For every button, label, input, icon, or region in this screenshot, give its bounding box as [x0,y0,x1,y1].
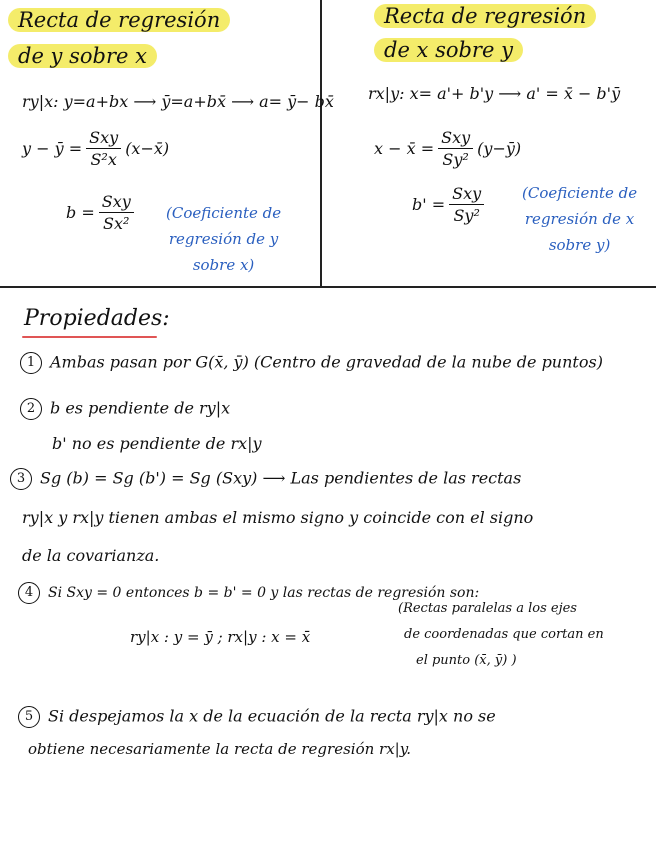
right-note-line1: (Coeficiente de [522,184,638,202]
property-3-number: 3 [10,468,32,490]
right-equation-2 [374,128,521,169]
properties-title: Propiedades: [24,306,170,331]
property-1-number: 1 [20,352,42,374]
property-1 [20,352,603,374]
right-title-line2 [374,38,523,62]
left-eq3-fraction [99,192,134,233]
right-note-line3: sobre y) [548,236,611,254]
property-2b: b' no es pendiente de rx|y [52,434,262,453]
property-3a-text: Sg (b) = Sg (b') = Sg (Sxy) ⟶ Las pendientes de las rectas [40,468,522,488]
right-eq3-fraction [449,184,484,225]
right-title-line1-text: Recta de regresión [374,4,596,28]
left-note-line2: regresión de y [168,230,279,248]
property-4b: ry|x : y = ȳ ; rx|y : x = x̄ [130,628,311,646]
property-2-number: 2 [20,398,42,420]
left-title-line2-text: de y sobre x [8,44,157,68]
right-equation-1: rx|y: x= a'+ b'y ⟶ a' = x̄ − b'ȳ [368,84,621,103]
property-2a-text: b es pendiente de ry|x [50,398,231,418]
property-4-note-line3: el punto (x̄, ȳ) ) [416,653,517,668]
right-eq3-lhs: b' = [412,195,446,214]
property-4a-text: Si Sxy = 0 entonces b = b' = 0 y las rectas de regresión son: [48,585,480,601]
left-eq2-numerator: Sxy [86,128,121,149]
left-equation-3 [66,192,138,233]
left-eq3-lhs: b = [66,203,95,222]
right-eq2-numerator: Sxy [438,128,473,149]
left-eq2-rhs: (x−x̄) [125,139,170,158]
horizontal-divider [0,286,656,288]
left-title-line1 [8,8,230,32]
property-4-note-line2: de coordenadas que cortan en [404,627,604,642]
property-2a [20,398,230,420]
left-note-line1: (Coeficiente de [166,204,282,222]
property-4-note [398,596,604,674]
left-eq2-denominator: S²x [90,150,117,169]
property-1-text: Ambas pasan por G(x̄, ȳ) (Centro de gravedad de la nube de puntos) [50,352,603,372]
property-5a [18,706,496,728]
right-note-line2: regresión de x [524,210,635,228]
property-3a [10,468,521,490]
right-eq2-lhs: x − x̄ = [374,139,435,158]
left-equation-1: ry|x: y=a+bx ⟶ ȳ=a+bx̄ ⟶ a= ȳ− bx̄ [22,92,334,111]
right-eq2-rhs: (y−ȳ) [477,139,522,158]
left-title-line2 [8,44,157,68]
right-note [522,180,637,258]
right-eq2-denominator: Sy² [442,150,469,169]
left-note-line3: sobre x) [192,256,255,274]
property-5a-text: Si despejamos la x de la ecuación de la recta ry|x no se [48,706,496,726]
property-5-number: 5 [18,706,40,728]
right-eq3-denominator: Sy² [453,206,480,225]
right-title-line1 [374,4,596,28]
vertical-divider [320,0,322,286]
right-title-line2-text: de x sobre y [374,38,523,62]
property-4-note-line1: (Rectas paralelas a los ejes [398,601,577,616]
properties-title-underline [22,336,157,338]
left-note [166,200,281,278]
property-3b: ry|x y rx|y tienen ambas el mismo signo y coincide con el signo [22,508,534,527]
property-4-number: 4 [18,582,40,604]
left-eq2-fraction [86,128,121,169]
right-equation-3 [412,184,488,225]
left-equation-2 [22,128,169,169]
left-title-line1-text: Recta de regresión [8,8,230,32]
right-eq2-fraction [438,128,473,169]
left-eq3-denominator: Sx² [103,214,130,233]
left-eq3-numerator: Sxy [99,192,134,213]
property-3c: de la covarianza. [22,546,160,565]
property-5b: obtiene necesariamente la recta de regresión rx|y. [28,740,411,758]
left-eq2-lhs: y − ȳ = [22,139,83,158]
right-eq3-numerator: Sxy [449,184,484,205]
